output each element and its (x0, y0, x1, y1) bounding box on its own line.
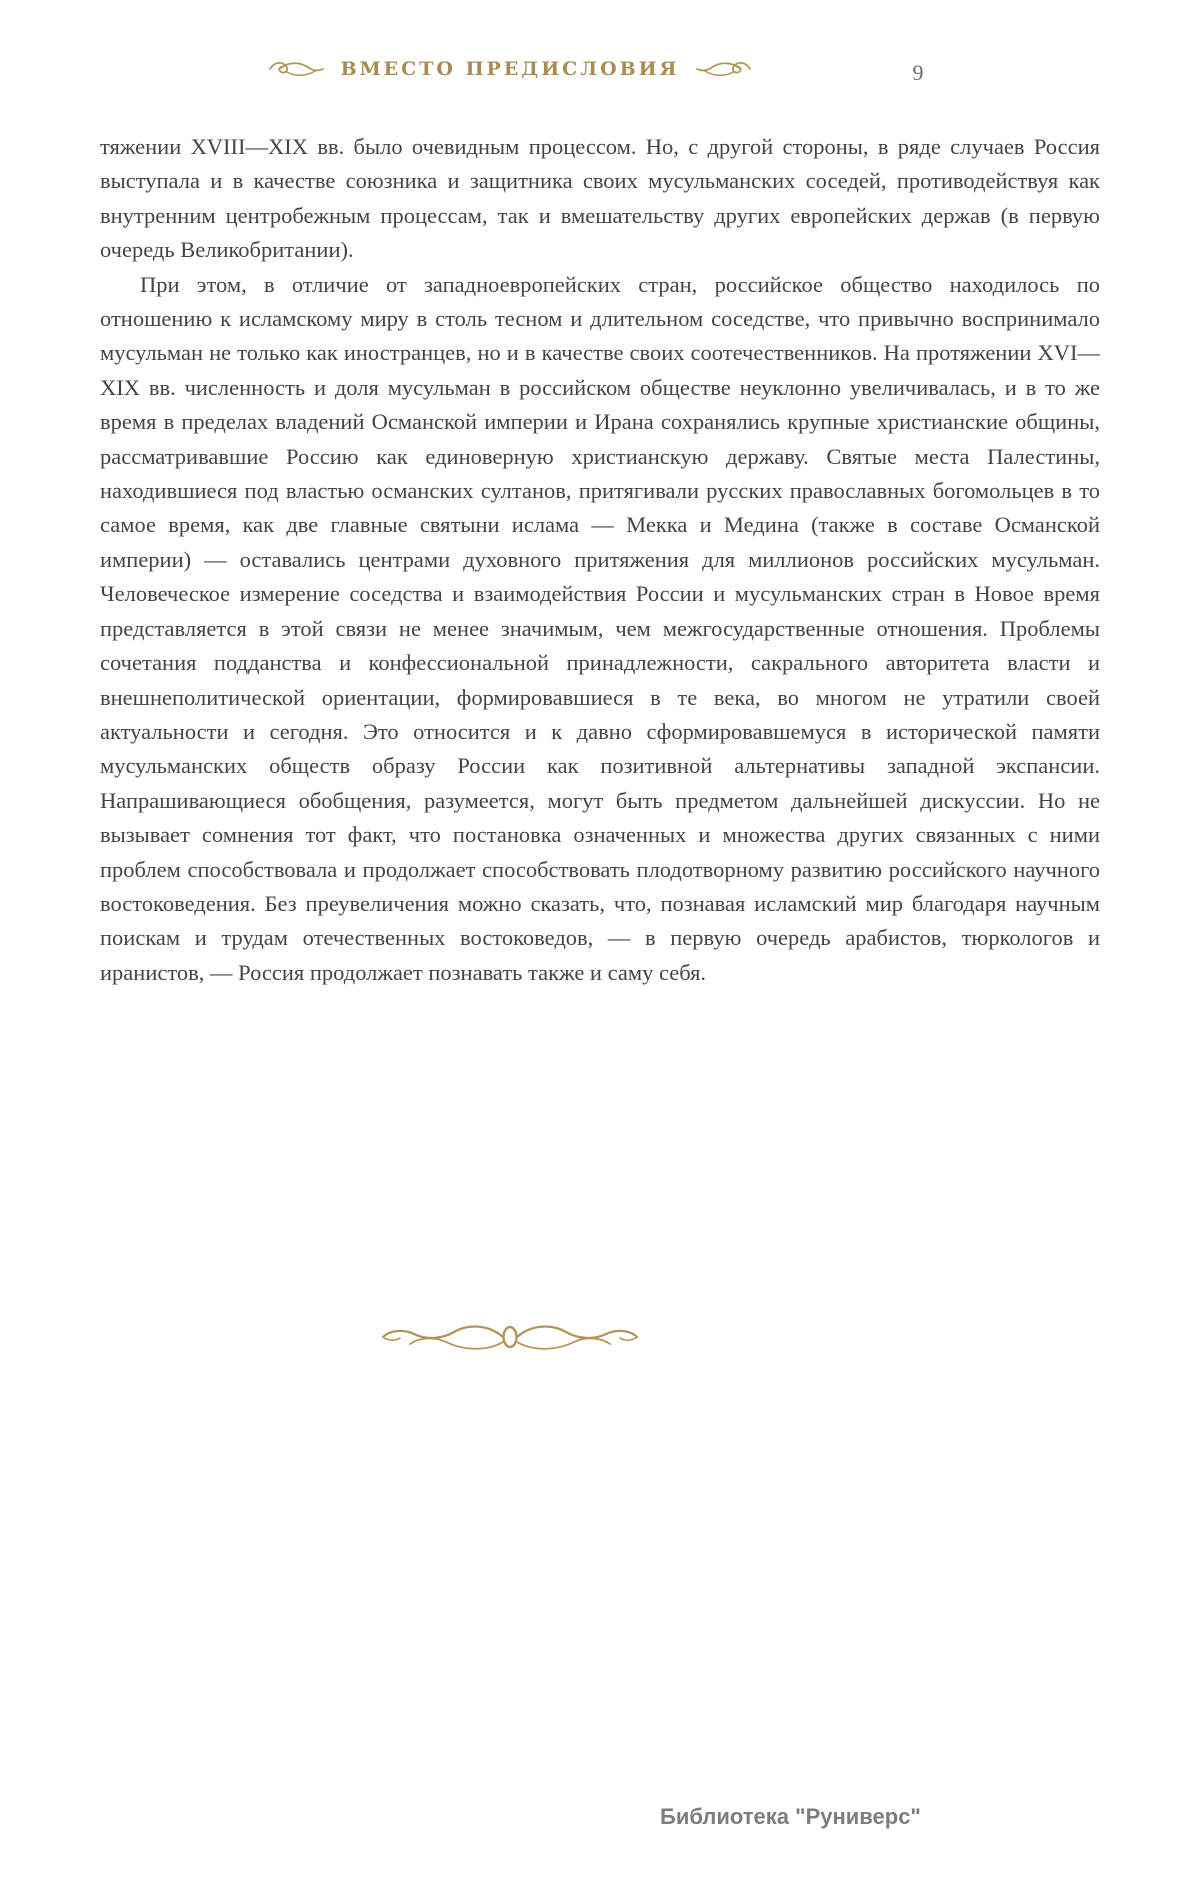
library-watermark: Библиотека "Руниверс" (660, 1804, 921, 1829)
paragraph: При этом, в отличие от западноевропейских стран, российское общество находилось по отношению к исламскому миру в столь тесном и длительном соседстве, что привычно воспринимало мусульман не только как иностранцев, но и в качестве своих соотечественников. На протяжении XVI—XIX вв. численность и доля мусульман в российском обществе неуклонно увеличивалась, и в то же время в пределах владений Османской империи и Ирана сохранялись крупные христианские общины, рассматривавшие Россию как единоверную христианскую державу. Святые места Палестины, находившиеся под властью османских султанов, притягивали русских православных богомольцев в то самое время, как две главные святыни ислама — Мекка и Медина (также в составе Османской империи) — оставались центрами духовного притяжения для миллионов российских мусульман. Человеческое измерение соседства и взаимодействия России и мусульманских стран в Новое время представляется в этой связи не менее значимым, чем межгосударственные отношения. Проблемы сочетания подданства и конфессиональной принадлежности, сакрального авторитета власти и внешнеполитической ориентации, формировавшиеся в те века, во многом не утратили своей актуальности и сегодня. Это относится и к давно сформировавшемуся в исторической памяти мусульманских обществ образу России как позитивной альтернативы западной экспансии. Напрашивающиеся обобщения, разумеется, могут быть предметом дальнейшей дискуссии. Но не вызывает сомнения тот факт, что постановка означенных и множества других связанных с ними проблем способствовала и продолжает способствовать плодотворному развитию российского научного востоковедения. Без преувеличения можно сказать, что, познавая исламский мир благодаря научным поискам и трудам отечественных востоковедов, — в первую очередь арабистов, тюркологов и иранистов, — Россия продолжает познавать также и саму себя. (100, 271, 1100, 985)
paragraph: тяжении XVIII—XIX вв. было очевидным процессом. Но, с другой стороны, в ряде случаев Россия выступала и в качестве союзника и защитника своих мусульманских соседей, противодействуя как внутренним центробежным процессам, так и вмешательству других европейских держав (в первую очередь Великобритании). (100, 134, 1100, 263)
header-flourish-left-icon (267, 58, 325, 80)
header-flourish-right-icon (695, 58, 753, 80)
end-of-section-ornament-icon (0, 1316, 1020, 1358)
page-number: 9 (912, 60, 924, 85)
page-footer (0, 1802, 1200, 1842)
header-title-group (0, 58, 1020, 80)
chapter-title: ВМЕСТО ПРЕДИСЛОВИЯ (340, 58, 680, 80)
page-body (100, 130, 1100, 990)
page-header (0, 58, 1200, 94)
